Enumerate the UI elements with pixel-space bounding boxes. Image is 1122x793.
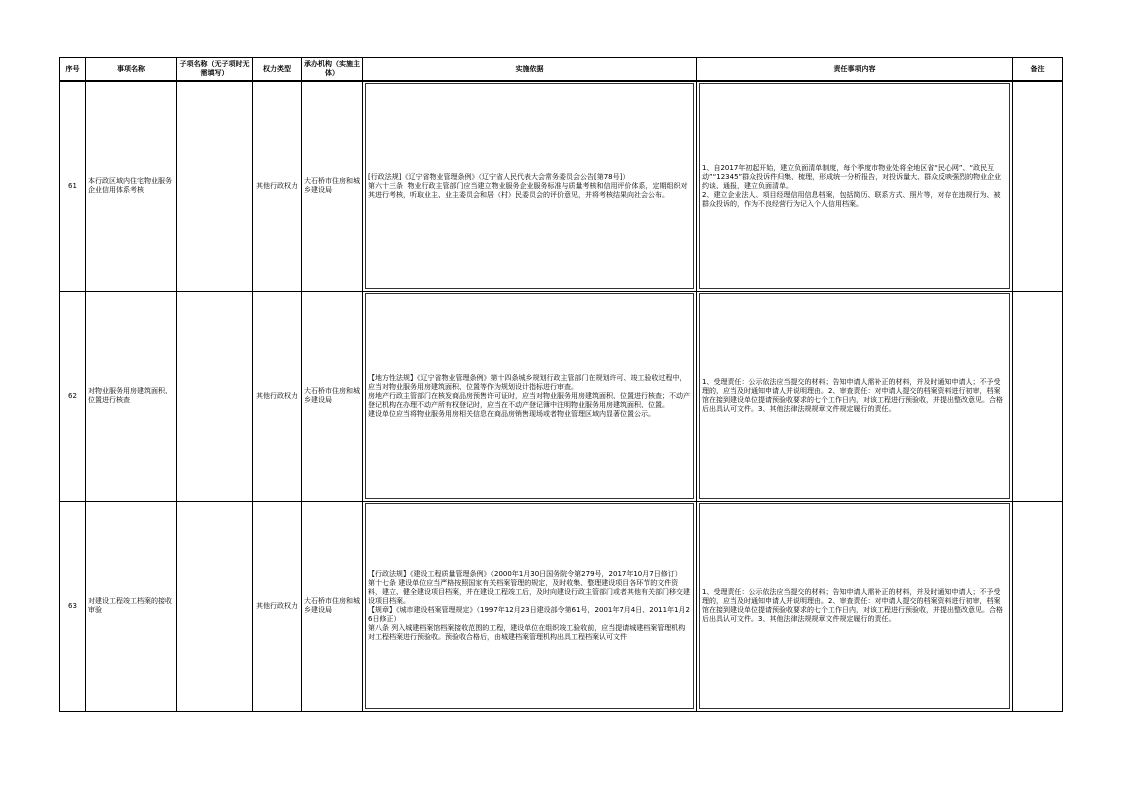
row-basis: 【行政法规】《建设工程质量管理条例》（2000年1月30日国务院令第279号，2017年10月7日修订） 第十七条 建设单位应当严格按照国家有关档案管理的规定，及时收集、整理建设项目各环节的文件资料，建立、健全建设项目档案，并在建设工程竣工后，及时向建设行政主管部门或者其他有关部门移交建设项目档案。 【规章】《城市建设档案管理规定》（1997年12月23日建设部令第61号，2001年7月4日、2011年1月26日修正） 第八条 列入城建档案馆档案接收范围的工程，建设单位在组织竣工验收前，应当提请城建档案管理机构对工程档案进行预验收。预验收合格后，由城建档案管理机构出具工程档案认可文件 bbox=[368, 570, 690, 641]
header-seq: 序号 bbox=[60, 58, 86, 82]
row-responsibility-cell bbox=[697, 291, 1013, 501]
row-responsibility-box bbox=[699, 83, 1010, 289]
header-basis: 实施依据 bbox=[363, 58, 697, 82]
row-seq: 63 bbox=[60, 501, 86, 711]
row-basis-cell bbox=[363, 501, 697, 711]
row-responsibility: 1、受理责任：公示依法应当提交的材料；告知申请人需补正的材料，并及时通知申请人；不予受理的，应当及时通知申请人并说明理由。2、审查责任：对申请人提交的档案资料进行初审，档案馆在接到建设单位提请预验收要求的七个工作日内，对该工程进行预验收，并提出整改意见。合格后出具认可文件。3、其他法律法规规章文件规定履行的责任。 bbox=[702, 378, 1003, 413]
header-remarks: 备注 bbox=[1013, 58, 1063, 82]
row-sub-name bbox=[177, 81, 253, 291]
header-name: 事项名称 bbox=[86, 58, 177, 82]
row-responsibility: 1、自2017年初起开始，建立负面清单制度，每个季度市物业处将全地区省“民心网”、“政民互动”“12345”群众投诉件归集、梳理，形成统一分析报告，对投诉量大、群众反映强烈的物业企业约谈、通报，建立负面清单。 2、建立企业法人、项目经理信用信息档案，包括简历、联系方式、照片等，对存在违规行为、被群众投诉的，作为不良经营行为记入个人信用档案。 bbox=[702, 163, 1002, 208]
header-row bbox=[60, 58, 1063, 82]
header-org: 承办机构（实施主体） bbox=[302, 58, 363, 82]
responsibility-list-table bbox=[59, 57, 1063, 712]
header-sub-name: 子项名称（无子项时无需填写） bbox=[177, 58, 253, 82]
header-responsibility: 责任事项内容 bbox=[697, 58, 1013, 82]
row-responsibility-cell bbox=[697, 501, 1013, 711]
row-name: 本行政区域内住宅物业服务企业信用体系考核 bbox=[86, 81, 177, 291]
row-remarks bbox=[1013, 291, 1063, 501]
row-sub-name bbox=[177, 291, 253, 501]
table-row bbox=[60, 291, 1063, 501]
row-responsibility-box bbox=[699, 293, 1010, 499]
row-org: 大石桥市住房和城乡建设局 bbox=[302, 81, 363, 291]
row-power-type: 其他行政权力 bbox=[253, 81, 302, 291]
table-row bbox=[60, 501, 1063, 711]
row-seq: 61 bbox=[60, 81, 86, 291]
row-basis-box bbox=[365, 503, 694, 709]
row-basis-box bbox=[365, 293, 694, 499]
row-basis: 【地方性法规】《辽宁省物业管理条例》第十四条城乡规划行政主管部门在规划许可、竣工验收过程中，应当对物业服务用房建筑面积、位置等作为规划设计指标进行审查。 房地产行政主管部门在核发商品房预售许可证时，应当对物业服务用房建筑面积、位置进行核查；不动产登记机构在办理不动产所有权登记时，应当在不动产登记簿中注明物业服务用房建筑面积、位置。 建设单位应当将物业服务用房相关信息在商品房销售现场或者物业管理区域内显著位置公示。 bbox=[368, 373, 690, 418]
row-sub-name bbox=[177, 501, 253, 711]
row-remarks bbox=[1013, 501, 1063, 711]
row-power-type: 其他行政权力 bbox=[253, 501, 302, 711]
row-org: 大石桥市住房和城乡建设局 bbox=[302, 291, 363, 501]
row-name: 对物业服务用房建筑面积、位置进行核查 bbox=[86, 291, 177, 501]
row-basis-box bbox=[365, 83, 694, 289]
row-responsibility-cell bbox=[697, 81, 1013, 291]
header-power-type: 权力类型 bbox=[253, 58, 302, 82]
row-name: 对建设工程竣工档案的接收审验 bbox=[86, 501, 177, 711]
row-basis-cell bbox=[363, 291, 697, 501]
row-responsibility-box bbox=[699, 503, 1010, 709]
row-org: 大石桥市住房和城乡建设局 bbox=[302, 501, 363, 711]
table-row bbox=[60, 81, 1063, 291]
row-remarks bbox=[1013, 81, 1063, 291]
row-power-type: 其他行政权力 bbox=[253, 291, 302, 501]
row-basis: [行政法规]《辽宁省物业管理条例》（辽宁省人民代表大会常务委员会公告[第78号]） 第六十三条 物业行政主管部门应当建立物业服务企业服务标准与质量考核和信用评价体系，定期组织对其进行考核，听取业主、业主委员会和居（村）民委员会的评价意见，并将考核结果向社会公布。 bbox=[368, 172, 688, 199]
row-seq: 62 bbox=[60, 291, 86, 501]
row-responsibility: 1、受理责任：公示依法应当提交的材料；告知申请人需补正的材料，并及时通知申请人；不予受理的，应当及时通知申请人并说明理由。2、审查责任：对申请人提交的档案资料进行初审，档案馆在接到建设单位提请预验收要求的七个工作日内，对该工程进行预验收，并提出整改意见。合格后出具认可文件。3、其他法律法规规章文件规定履行的责任。 bbox=[702, 588, 1003, 623]
row-basis-cell bbox=[363, 81, 697, 291]
